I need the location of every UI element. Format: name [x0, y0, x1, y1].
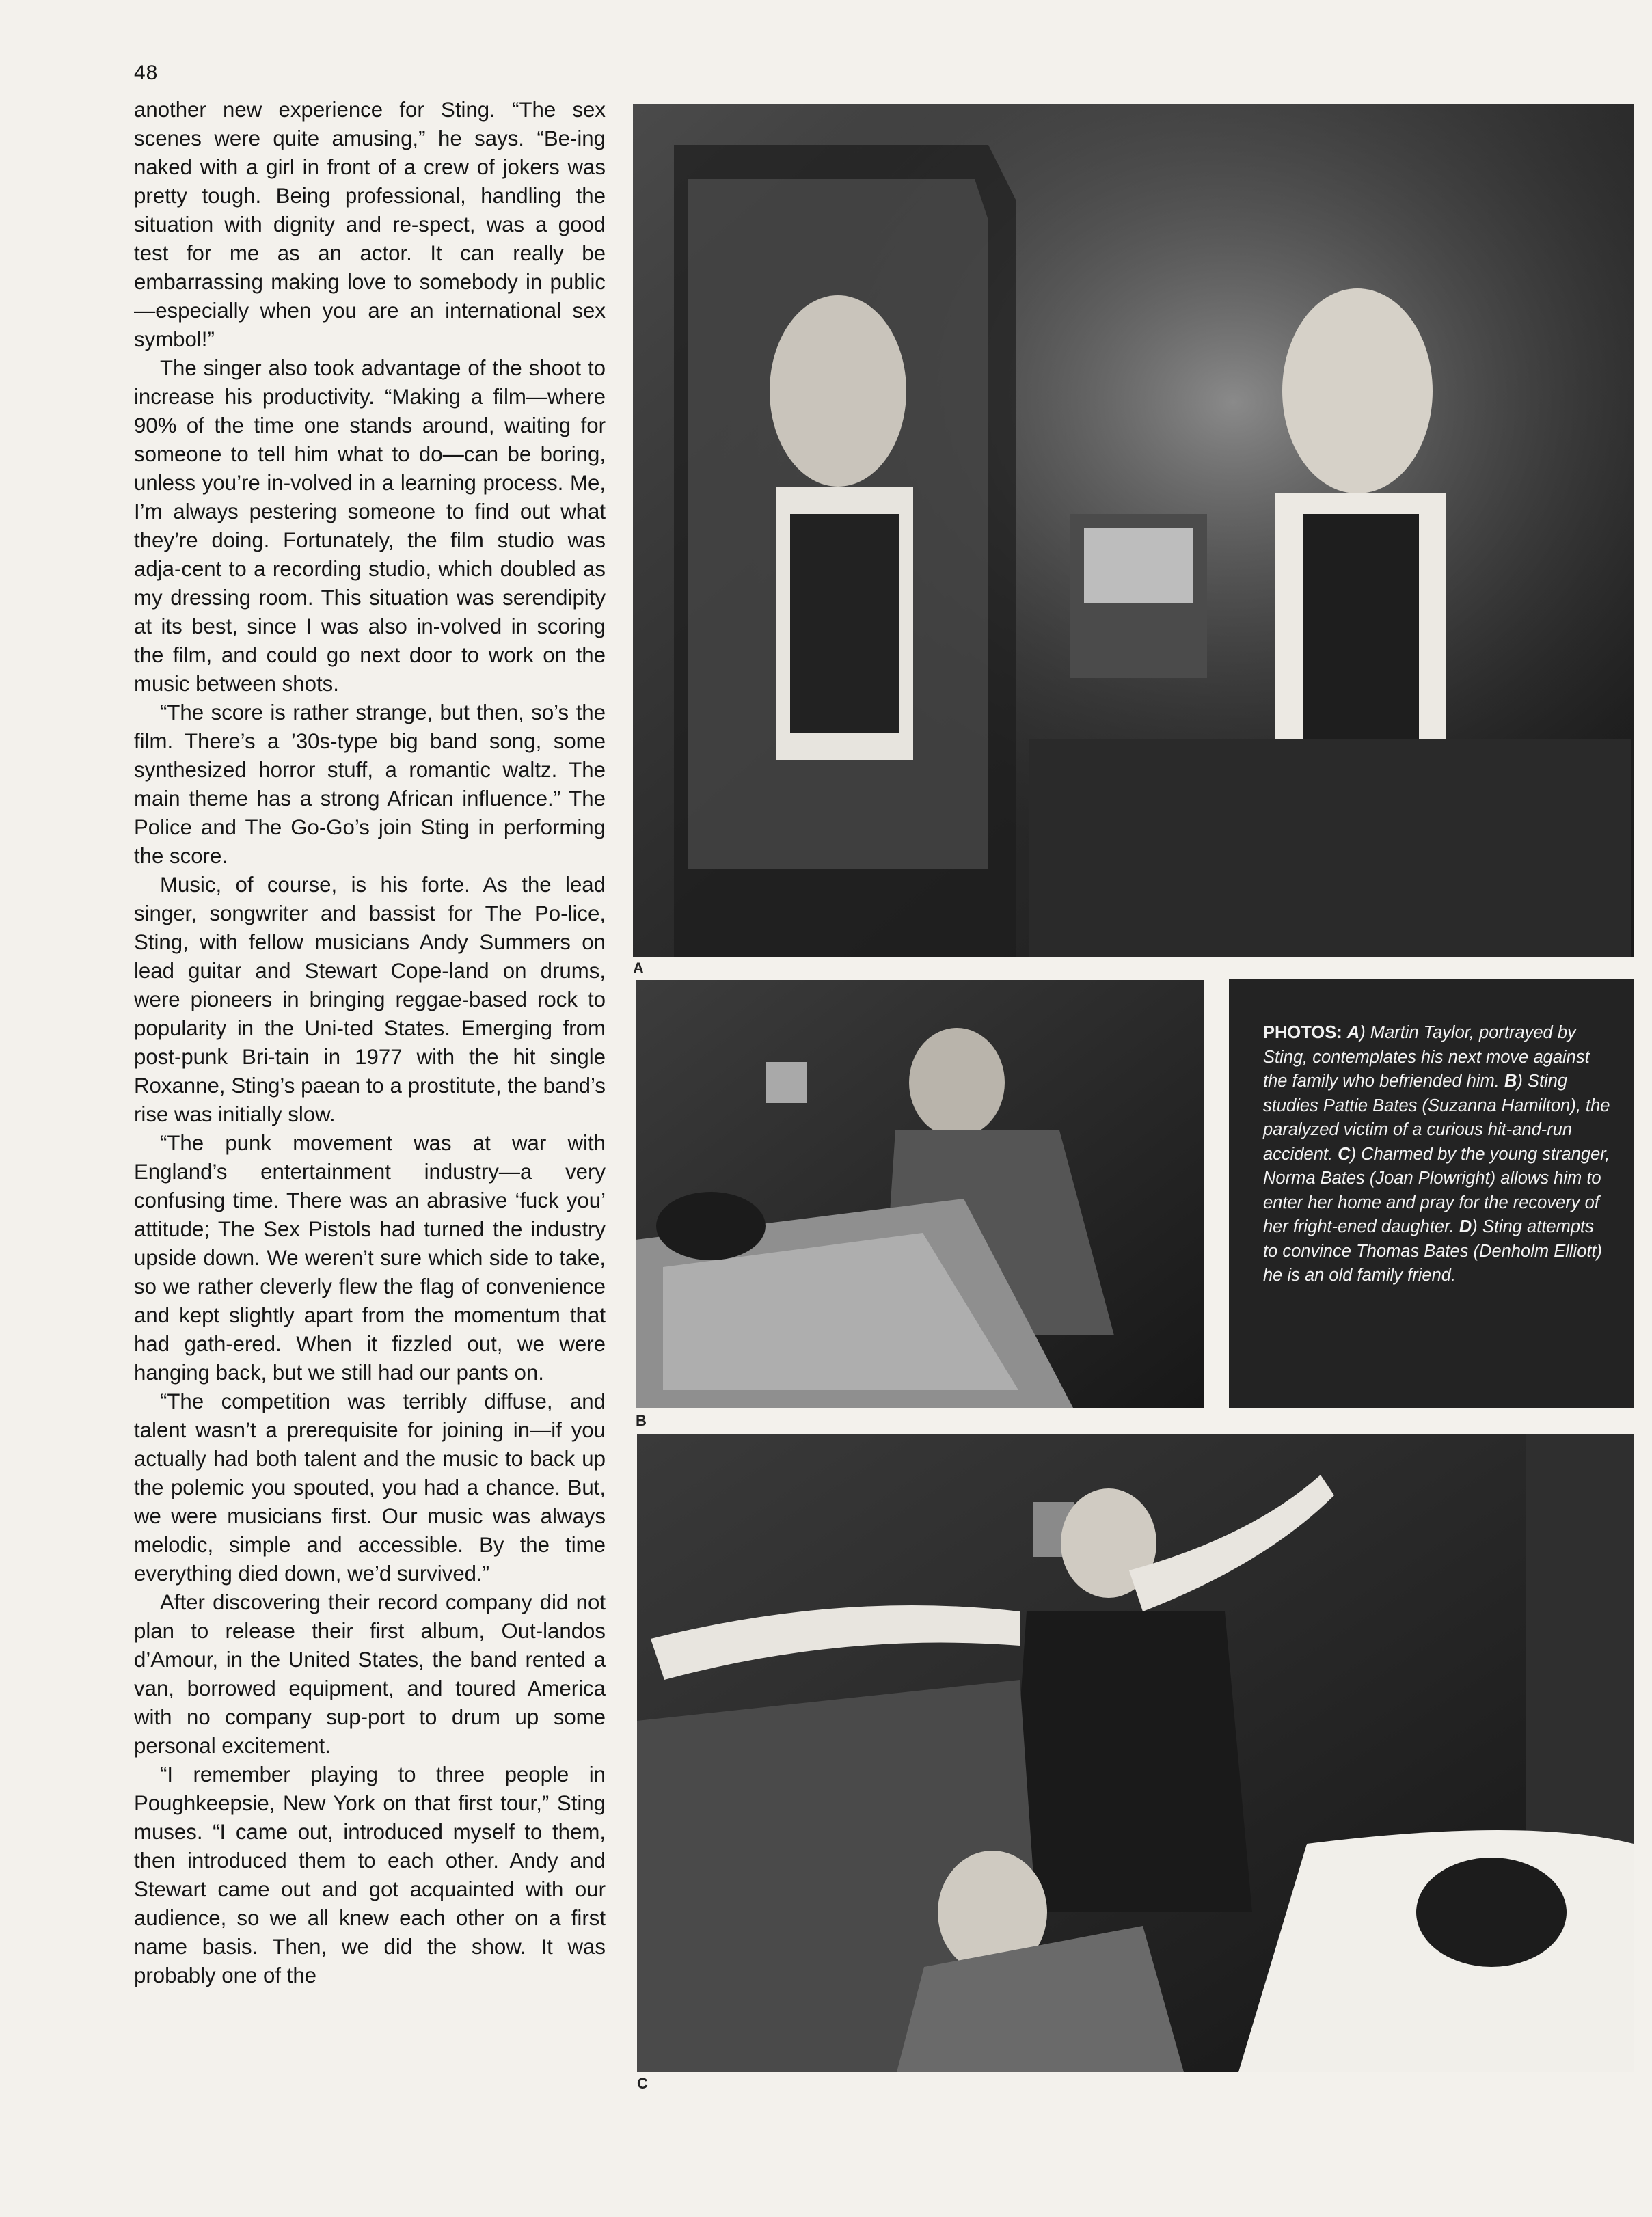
caption-key-c: C: [1338, 1144, 1351, 1164]
article-paragraph: “I remember playing to three people in Poughkeepsie, New York on that first tour,” Sting muses. “I came out, introduced myself to them, then introduced them to each other. Andy and Stewart came out and got acquainted with our audience, so we all knew each other on a first name basis. Then, we did the show. It was probably one of the: [134, 1763, 606, 1987]
caption-text-b: ) Sting studies Pattie Bates (Suzanna Hamilton), the paralyzed victim of a curious hit-and-run accident.: [1263, 1072, 1610, 1164]
article-paragraph: “The score is rather strange, but then, so’s the film. There’s a ’30s-type big band song, some synthesized horror stuff, a romantic waltz. The main theme has a strong African influence.” The Police and The Go-Go’s join Sting in performing the score.: [134, 701, 606, 868]
caption-key-b: B: [1504, 1072, 1517, 1091]
photo-a-label: A: [633, 960, 644, 977]
caption-text-a: ) Martin Taylor, portrayed by Sting, contemplates his next move against the family who befriended him.: [1263, 1023, 1590, 1091]
caption-key-a: A: [1346, 1023, 1360, 1042]
caption-lead: PHOTOS:: [1263, 1023, 1342, 1042]
caption-key-d: D: [1459, 1217, 1472, 1236]
caption-text-d: ) Sting attempts to convince Thomas Bates (Denholm Elliott) he is an old family friend.: [1263, 1217, 1603, 1285]
photo-b-label: B: [636, 1412, 647, 1429]
caption-text-c: ) Charmed by the young stranger, Norma Bates (Joan Plowright) allows him to enter her home and pray for the recovery of her fright-ened daughter.: [1263, 1144, 1610, 1236]
photo-b-bedside-scene: [636, 980, 1204, 1408]
article-paragraph: “The punk movement was at war with England’s entertainment industry—a very confusing time. There was an abrasive ‘fuck you’ attitude; The Sex Pistols had turned the industry upside down. We weren’t sure which side to take, so we rather cleverly flew the flag of convenience and kept slightly apart from the momentum that had gath-ered. When it fizzled out, we were hanging back, but we still had our pants on.: [134, 1131, 606, 1385]
article-paragraph: another new experience for Sting. “The sex scenes were quite amusing,” he says. “Be-ing naked with a girl in front of a crew of jokers was pretty tough. Being professional, handling the situation with dignity and re-spect, was a good test for me as an actor. It can really be embarrassing making love to somebody in public—especially when you are an international sex symbol!”: [134, 98, 606, 351]
photo-c-prayer-scene: [637, 1434, 1634, 2072]
article-body: [134, 96, 606, 1990]
article-paragraph: “The competition was terribly diffuse, and talent wasn’t a prerequisite for joining in—if you actually had both talent and the music to back up the polemic you spouted, you had a chance. But, we were musicians first. Our music was always melodic, simple and accessible. By the time everything died down, we’d survived.”: [134, 1389, 606, 1586]
photo-caption: [1229, 979, 1634, 1408]
article-paragraph: The singer also took advantage of the shoot to increase his productivity. “Making a film—where 90% of the time one stands around, waiting for someone to tell him what to do—can be boring, unless you’re in-volved in a learning process. Me, I’m always pestering someone to find out what they’re doing. Fortunately, the film studio was adja-cent to a recording studio, which doubled as my dressing room. This situation was serendipity at its best, since I was also in-volved in scoring the film, and could go next door to work on the music between shots.: [134, 356, 606, 696]
article-paragraph: Music, of course, is his forte. As the lead singer, songwriter and bassist for The Po-lice, Sting, with fellow musicians Andy Summers on lead guitar and Stewart Cope-land on drums, were pioneers in bringing reggae-based rock to popularity in the Uni-ted States. Emerging from post-punk Bri-tain in 1977 with the hit single Roxanne, Sting’s paean to a prostitute, the band’s rise was initially slow.: [134, 873, 606, 1126]
photo-c-label: C: [637, 2075, 648, 2092]
article-paragraph: After discovering their record company did not plan to release their first album, Out-landos d’Amour, in the United States, the band rented a van, borrowed equipment, and toured America with no company sup-port to drum up some personal excitement.: [134, 1590, 606, 1758]
photo-a-mirror-scene: [633, 104, 1634, 957]
page-number: 48: [134, 62, 159, 84]
